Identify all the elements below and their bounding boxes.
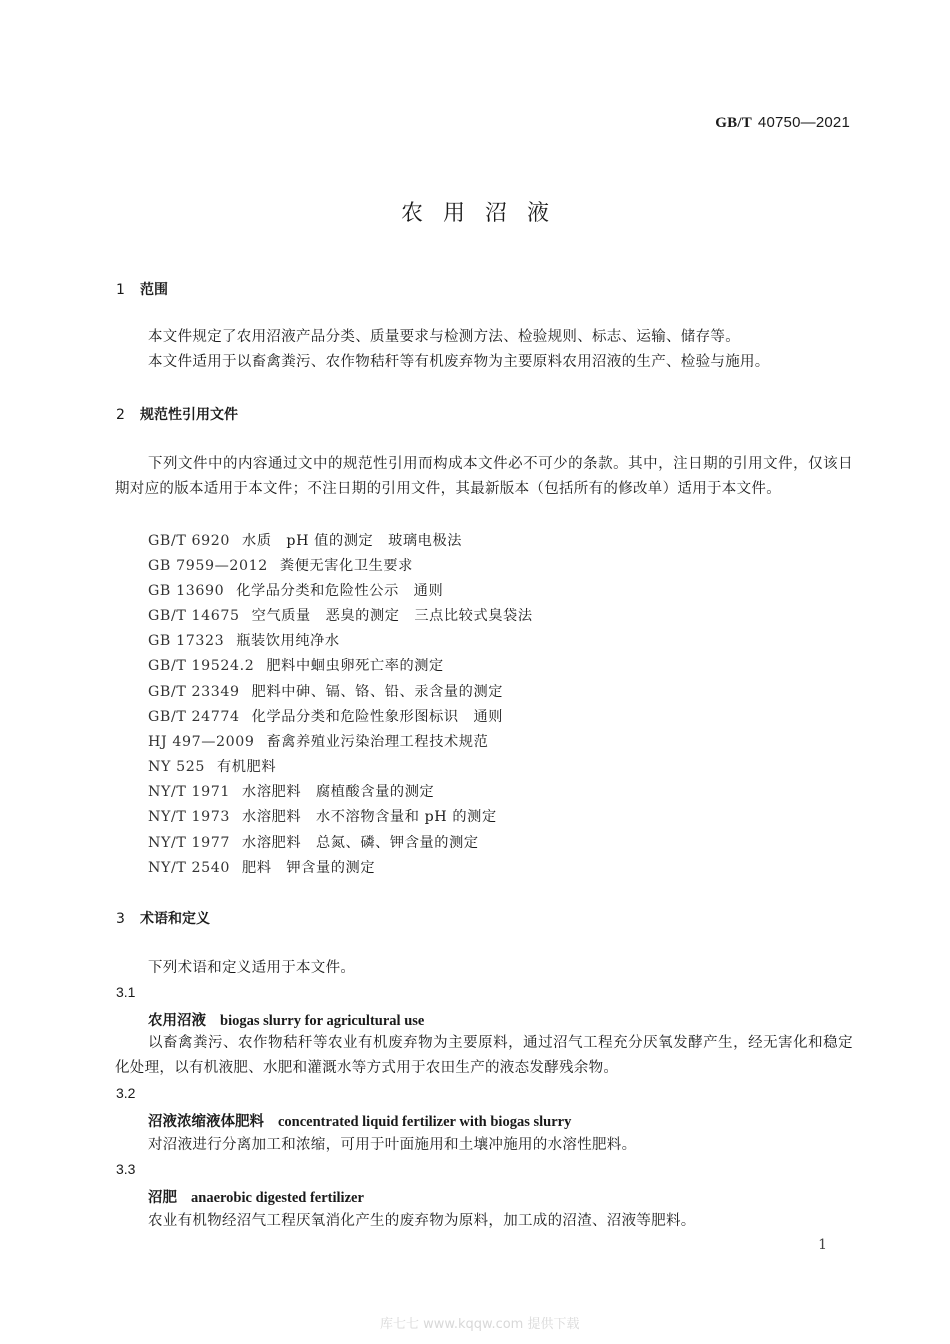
reference-code: GB/T 23349 bbox=[148, 684, 240, 700]
reference-code: NY/T 1973 bbox=[148, 809, 231, 825]
reference-title: 化学品分类和危险性象形图标识 通则 bbox=[251, 709, 504, 725]
section-title: 范围 bbox=[140, 282, 168, 298]
term-name-en: biogas slurry for agricultural use bbox=[220, 1013, 425, 1029]
reference-item bbox=[148, 706, 503, 726]
watermark: 库七七 www.kqqw.com 提供下载 bbox=[380, 1317, 580, 1332]
section-number: 3 bbox=[116, 911, 125, 927]
section-title: 术语和定义 bbox=[140, 911, 210, 927]
reference-item bbox=[148, 756, 276, 776]
term-name bbox=[148, 1009, 424, 1030]
standard-code bbox=[715, 114, 850, 132]
reference-item bbox=[148, 555, 413, 575]
reference-item bbox=[148, 655, 444, 675]
reference-title: 粪便无害化卫生要求 bbox=[279, 558, 413, 574]
term-number: 3.1 bbox=[116, 984, 136, 1000]
reference-code: GB/T 14675 bbox=[148, 608, 240, 624]
terms-intro: 下列术语和定义适用于本文件。 bbox=[148, 960, 356, 976]
document-title: 农用沼液 bbox=[400, 201, 569, 226]
reference-title: 水溶肥料 水不溶物含量和 pH 的测定 bbox=[242, 809, 497, 825]
reference-title: 有机肥料 bbox=[216, 759, 277, 775]
section-title: 规范性引用文件 bbox=[140, 407, 238, 423]
reference-title: 肥料 钾含量的测定 bbox=[242, 860, 376, 876]
section-heading-scope bbox=[116, 279, 168, 299]
reference-code: NY/T 1977 bbox=[148, 835, 231, 851]
reference-item bbox=[148, 580, 443, 600]
reference-item bbox=[148, 806, 497, 826]
reference-title: 畜禽养殖业污染治理工程技术规范 bbox=[266, 734, 489, 750]
term-name-en: concentrated liquid fertilizer with biogas slurry bbox=[278, 1114, 572, 1130]
term-name bbox=[148, 1110, 571, 1131]
reference-item bbox=[148, 857, 375, 877]
section-number: 1 bbox=[116, 282, 125, 298]
reference-item bbox=[148, 731, 488, 751]
term-name-zh: 农用沼液 bbox=[148, 1012, 206, 1029]
section-heading-terms bbox=[116, 908, 210, 928]
reference-code: NY 525 bbox=[148, 759, 205, 775]
term-name-zh: 沼肥 bbox=[148, 1189, 177, 1206]
reference-code: GB 13690 bbox=[148, 583, 225, 599]
reference-title: 瓶装饮用纯净水 bbox=[236, 633, 340, 649]
reference-item bbox=[148, 630, 340, 650]
reference-code: NY/T 1971 bbox=[148, 784, 231, 800]
section-heading-normative-references bbox=[116, 404, 238, 424]
reference-code: HJ 497—2009 bbox=[148, 734, 255, 750]
term-name-zh: 沼液浓缩液体肥料 bbox=[148, 1113, 264, 1130]
reference-code: GB/T 6920 bbox=[148, 533, 231, 549]
reference-code: GB 17323 bbox=[148, 633, 225, 649]
term-definition: 农业有机物经沼气工程厌氧消化产生的废弃物为原料，加工成的沼渣、沼液等肥料。 bbox=[148, 1213, 696, 1229]
reference-item bbox=[148, 832, 479, 852]
reference-title: 水溶肥料 腐植酸含量的测定 bbox=[242, 784, 435, 800]
reference-code: GB/T 19524.2 bbox=[148, 658, 255, 674]
reference-item bbox=[148, 681, 503, 701]
term-name-en: anaerobic digested fertilizer bbox=[191, 1190, 364, 1206]
page-number: 1 bbox=[818, 1237, 827, 1253]
reference-title: 化学品分类和危险性公示 通则 bbox=[236, 583, 444, 599]
section-number: 2 bbox=[116, 407, 125, 423]
reference-title: 水溶肥料 总氮、磷、钾含量的测定 bbox=[242, 835, 479, 851]
reference-title: 肥料中蛔虫卵死亡率的测定 bbox=[266, 658, 444, 674]
reference-title: 肥料中砷、镉、铬、铅、汞含量的测定 bbox=[251, 684, 504, 700]
references-intro: 下列文件中的内容通过文中的规范性引用而构成本文件必不可少的条款。其中，注日期的引用文件，仅该日期对应的版本适用于本文件；不注日期的引用文件，其最新版本（包括所有的修改单）适用于本文件。 bbox=[115, 456, 853, 497]
reference-code: GB 7959—2012 bbox=[148, 558, 268, 574]
standard-prefix: GB/T bbox=[715, 115, 752, 131]
standard-number: 40750—2021 bbox=[757, 114, 850, 131]
term-definition: 以畜禽粪污、农作物秸秆等农业有机废弃物为主要原料，通过沼气工程充分厌氧发酵产生，经无害化和稳定化处理，以有机液肥、水肥和灌溉水等方式用于农田生产的液态发酵残余物。 bbox=[115, 1035, 853, 1076]
scope-paragraph-1: 本文件规定了农用沼液产品分类、质量要求与检测方法、检验规则、标志、运输、储存等。 bbox=[148, 329, 740, 345]
term-name bbox=[148, 1186, 364, 1207]
term-number: 3.3 bbox=[116, 1161, 136, 1177]
reference-title: 空气质量 恶臭的测定 三点比较式臭袋法 bbox=[251, 608, 533, 624]
scope-paragraph-2: 本文件适用于以畜禽粪污、农作物秸秆等有机废弃物为主要原料农用沼液的生产、检验与施用。 bbox=[148, 354, 770, 370]
reference-code: GB/T 24774 bbox=[148, 709, 240, 725]
term-definition: 对沼液进行分离加工和浓缩，可用于叶面施用和土壤冲施用的水溶性肥料。 bbox=[148, 1137, 637, 1153]
reference-title: 水质 pH 值的测定 玻璃电极法 bbox=[242, 533, 463, 549]
reference-item bbox=[148, 781, 434, 801]
reference-item bbox=[148, 530, 462, 550]
reference-item bbox=[148, 605, 533, 625]
reference-code: NY/T 2540 bbox=[148, 860, 231, 876]
term-number: 3.2 bbox=[116, 1085, 136, 1101]
